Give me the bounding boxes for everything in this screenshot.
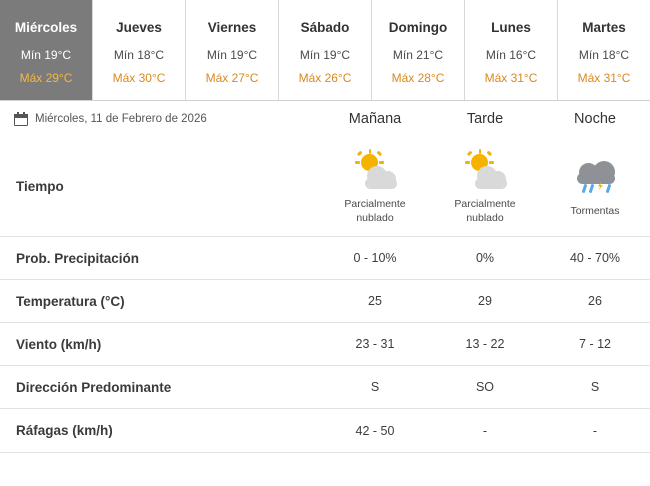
day-name: Sábado <box>300 19 350 35</box>
table-header-row <box>0 101 650 137</box>
day-name: Jueves <box>116 19 162 35</box>
table-row-wind <box>0 323 650 366</box>
day-min-temp: Mín 21°C <box>392 47 444 62</box>
day-name: Lunes <box>491 19 531 35</box>
value-noche: 26 <box>588 294 602 308</box>
value-manana: 25 <box>368 294 382 308</box>
row-label-tiempo: Tiempo <box>16 179 64 194</box>
row-label: Temperatura (°C) <box>16 293 125 309</box>
value-manana: 0 - 10% <box>353 251 397 265</box>
day-name: Viernes <box>207 19 257 35</box>
day-max-temp: Máx 30°C <box>112 70 166 85</box>
weather-cell-noche <box>540 137 650 236</box>
day-min-temp: Mín 16°C <box>485 47 537 62</box>
table-row-gusts <box>0 409 650 452</box>
day-tab-jueves[interactable] <box>93 0 186 100</box>
table-row-temperature <box>0 280 650 323</box>
day-max-temp: Máx 28°C <box>391 70 445 85</box>
row-label: Ráfagas (km/h) <box>16 423 113 438</box>
day-max-temp: Máx 27°C <box>205 70 259 85</box>
calendar-icon <box>14 112 28 126</box>
day-min-temp: Mín 19°C <box>20 47 72 62</box>
value-tarde: 13 - 22 <box>465 337 505 351</box>
weather-cell-tarde <box>430 137 540 236</box>
value-manana: S <box>370 380 380 394</box>
day-name: Domingo <box>388 19 448 35</box>
day-min-temp: Mín 19°C <box>299 47 351 62</box>
row-label: Viento (km/h) <box>16 336 102 352</box>
table-row-wind-direction <box>0 366 650 409</box>
day-tab-domingo[interactable] <box>372 0 465 100</box>
table-row-weather <box>0 137 650 237</box>
row-label: Dirección Predominante <box>16 379 172 395</box>
forecast-detail-table <box>0 101 650 453</box>
weather-cell-manana <box>320 137 430 236</box>
day-max-temp: Máx 29°C <box>19 70 73 85</box>
value-tarde: 0% <box>475 251 495 265</box>
thunderstorm-cloud-icon <box>567 159 623 201</box>
period-header-tarde: Tarde <box>466 111 504 127</box>
value-noche: S <box>590 380 600 394</box>
day-tab-martes[interactable] <box>558 0 650 100</box>
period-header-noche: Noche <box>574 111 616 127</box>
weather-text: Tormentas <box>570 204 620 217</box>
value-tarde: SO <box>475 380 495 394</box>
weather-text: Parcialmente nublado <box>344 198 406 224</box>
weather-text: Parcialmente nublado <box>454 198 516 224</box>
value-tarde: 29 <box>478 294 492 308</box>
day-name: Martes <box>582 19 626 35</box>
day-min-temp: Mín 18°C <box>113 47 165 62</box>
day-tab-lunes[interactable] <box>465 0 558 100</box>
value-noche: - <box>592 423 598 438</box>
day-min-temp: Mín 18°C <box>578 47 630 62</box>
value-manana: 42 - 50 <box>355 423 395 438</box>
value-noche: 7 - 12 <box>579 337 611 351</box>
day-tab-sabado[interactable] <box>279 0 372 100</box>
value-noche: 40 - 70% <box>569 251 621 265</box>
day-max-temp: Máx 31°C <box>577 70 631 85</box>
date-text: Miércoles, 11 de Febrero de 2026 <box>35 113 207 125</box>
forecast-day-strip <box>0 0 650 101</box>
value-manana: 23 - 31 <box>355 337 395 351</box>
sun-behind-cloud-icon <box>457 152 513 194</box>
day-name: Miércoles <box>14 19 78 35</box>
day-tab-viernes[interactable] <box>186 0 279 100</box>
day-min-temp: Mín 19°C <box>206 47 258 62</box>
row-label: Prob. Precipitación <box>16 250 140 266</box>
day-max-temp: Máx 26°C <box>298 70 352 85</box>
day-tab-miercoles[interactable] <box>0 0 93 100</box>
period-header-manana: Mañana <box>348 111 402 127</box>
sun-behind-cloud-icon <box>347 152 403 194</box>
day-max-temp: Máx 31°C <box>484 70 538 85</box>
table-bottom-divider <box>0 452 650 453</box>
selected-date <box>0 101 320 137</box>
value-tarde: - <box>482 423 488 438</box>
table-row-precipitation <box>0 237 650 280</box>
